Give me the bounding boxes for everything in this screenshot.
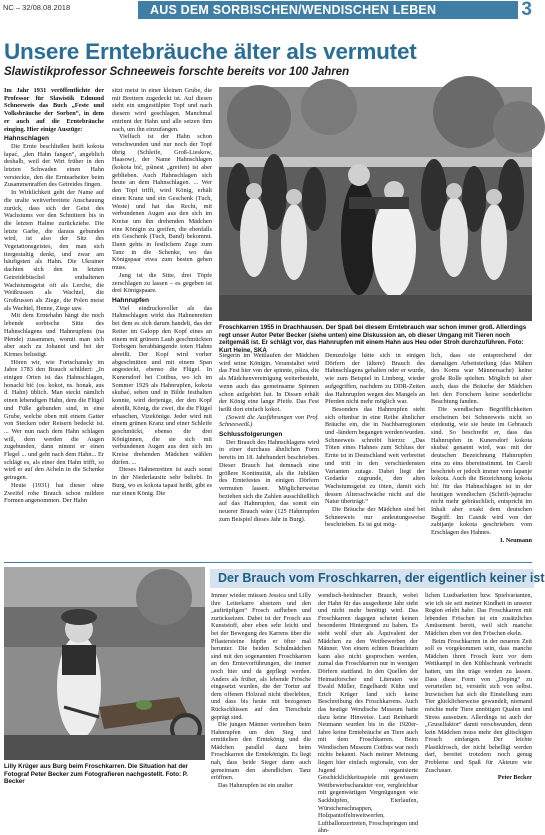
paragraph: Dieses Hahnenreiten ist auch sonst in der Niederlausitz sehr beliebt. In Burg, wo es kokota tapasi heißt, gibt es nur einen König. Die bbox=[112, 466, 212, 497]
issue-label: NC – 32/08.08.2018 bbox=[3, 3, 71, 12]
subheading-hahnschlagen: Hahnschlagen bbox=[4, 135, 50, 143]
paragraph: Mit dem Erntehahn hängt die noch lebende sorbische Sitte des Hahnschlagens und Hahnrupfens (na Płende) zusammen, womit man sich aber auch zu Johanni und bei der Kirmes belustigt. bbox=[4, 312, 104, 358]
author-byline: I. Neumann bbox=[500, 536, 532, 544]
paragraph: Demzufolge hätte sich in einigen Dörfern der (ältere) Brauch des Hahnschlagens gehalten oder er wurde, wie zum Beispiel in Limberg, wieder aufgegriffen, nachdem zu DDR-Zeiten das Hahnrupfen wegen des Mangels an Pferden nicht mehr möglich war. bbox=[325, 352, 425, 406]
section-banner: AUS DEM SORBISCHEN/WENDISCHEN LEBEN bbox=[138, 1, 518, 19]
article1-column-3 bbox=[219, 352, 319, 557]
article1-column-2 bbox=[112, 87, 212, 557]
article2-column-1 bbox=[211, 592, 311, 789]
paragraph: Die Bräuche der Mädchen sind bei Schneeweis nur andeutungsweise beschrieben. Es ist gut mög- bbox=[325, 506, 425, 529]
paragraph: Siegerin im Wettlaufen der Mädchen wird seine Königin. Veranstaltet wird das Fest hier von der spinnte, pśiza, die als Mädchenvereinigung weiterbesteht, wenn auch das gemeinsame Spinnen schon aufgehört hat. In Dissen erhält der König eine lange Pfeife. Das Fest heißt dort einfach kokot. bbox=[219, 352, 319, 413]
article2-headline: Der Brauch vom Froschkarren, der eigentlich keiner ist bbox=[218, 571, 545, 585]
article1-column-4 bbox=[325, 352, 425, 557]
paragraph: Immer wieder müssen Jessica und Lilly ihre Leiterkarre absetzen und den „auftrüpfigen“ Frosch aufheben und zurücksetzen. Dabei ist der Frosch aus Kunststoff, aber eben sehr leicht und bei der Bewegung des Karrens über die Pflastersteine hüpfte er öfter mal herunter. Die beiden Schulmädchen sind mit den sogenannten Froschkarren an den Erntevorführungen, die immer noch hier und da gepflegt werden. Anders als früher, als lebende Frösche eingesetzt wurden, die der Tortur auf dem offenen Holzrad nicht überlebten, und dass bis heute mit bezogenen Rückschlüssen auf den Tierschutz geprägt sind. bbox=[211, 592, 311, 721]
article2-column-2 bbox=[318, 592, 418, 835]
paragraph: Beim Froschkarren in der neueren Zeit soll es vorgekommen sein, dass manche Mädchen ihren Frosch kurz vor dem Wettkampf in den Kühlschrank verbracht hatten, um ihn träge werden zu lassen. Dass diese Form von „Doping“ zu verurteilen ist, versteht sich von selbst. Inzwischen hat sich die Einstellung zum Tier glücklicherweise gewandelt, niemand möchte mehr Tiere unnötigen Qualen und Stress aussetzen. Allerdings ist auch der „Gruselfaktor“ damit verschwunden, denn kein Mädchen muss mehr den glitschigen Frosch einfangen. Der leichte Plastikfrosch, der nicht behelligt werden darf, bereitet trotzdem noch genug Probleme und Spaß für Akteure wie Zuschauer. bbox=[425, 637, 532, 774]
paragraph: Viel eindrucksvoller als das Hahnschlagen wirkt das Hahnenreiten bei dem es sich darum handelt, das der Reiter im Galopp den Kopf eines an einem mit grünem Laub geschmückten Torbogen herabhängende toten Hahns abreißt. Der Kopf wird vorher abgeschnitten und mit einem Span angesteckt, ebenso die Flügel. In Kunersdorf bei Cottbus, wo ich im Sommer 1929 als Hahnrupfen, kokota skubać, sehen und in Bilde festhalten konnte, wird derjenige, der den Kopf abreißt, König, die zwei, die die Flügel erhaschen, Vizekönige. Jeder wird mit einem grünen Kranz und einer Schleife geschmückt, ebenso die drei Königinnen, die sie sich mit verbundenen Augen aus den sich im Kreise drehenden Mädchen wählen dürfen. ... bbox=[112, 304, 212, 466]
photo-illustration bbox=[219, 87, 532, 321]
paragraph: wendisch-heidnischer Brauch, wobei der Hahn für das ausgediente Jahr steht und nicht mehr benötigt wird. Das Froschkarren dagegen scheint keinen besonderen Hintergrund zu haben. Es steht wohl eher als Äquivalent der Mädchen zu den Wettbewerben der Männer. Von einem echten Brauchtum kann also nicht gesprochen werden, zumal das Froschkarren nur in wenigen Dörfern stattfand. In den Quellen der Heimatforscher und Literaten wie Ewald Müller, Engelhardt Kühn und Erich Krüger fand sich keine Beschreibung des Froschkarrens. Auch das heutige Wendische Museum hatte dazu keine Hinweise. Laut Reinhardt Neumann wurden bis in die 1920er-Jahre keine Erntebräuche an Tiere auch mit dem Froschkarren. Beim Wendischen Museum Cottbus war noch nichts bekannt. Nach meiner Meinung liegen hier einfach regionale, von der Jugend organisierte Geschicklichkeitsspiele mit gewissem Wettbewerbscharakter vor, vergleichbar mit gegenwärtigen Vergnügungen wie Sackhüpfen, Eierlaufen, Würstchenschnappen, Holzpantoffelnweitwerfen, Luftballonzertreten, Froschspringen und ähn- bbox=[318, 592, 418, 835]
subheading-schlussfolgerungen: Schlussfolgerungen bbox=[219, 431, 283, 439]
paragraph: In Wirklichkeit geht der Name auf die uralte weitverbreitete Anschauung zurück, dass sich der Geist des Wachstums vor den Schnittern bis in die letzten Halme zurückziehe. Die letzte Garbe, die daraus gebunden wird, ist also der Sitz des Vegetationsgeistes, den man sich tiergestaltig denkt, und zwar am häufigsten als Hahn. Die Ukrainer dachten sich den in letzten Getreidebüschel enthaltenen Wachstumsgeist oft als Lerche, die Weißrussen als Wachtel, die Großrussen als Ziege, die Polen meist als Wachtel, Henne, Ziege usw. bbox=[4, 189, 104, 312]
paragraph: Das Hahnrupfen ist ein uralter bbox=[218, 781, 293, 789]
photo-caption-2: Lilly Krüger aus Burg beim Froschkarren. Die Situation hat der Fotograf Peter Becker zum Fotografieren nachgestellt. Foto: P. Becker bbox=[4, 763, 188, 786]
paragraph: lich, dass sie entsprechend der damaligen Arbeitsteilung (das Mähen des Korns war Männersache) keine große Rolle spielten. Möglich ist aber auch, dass die Bräuche der Mädchen bei den Forschern keine sonderliche Beachtung fanden. bbox=[431, 352, 532, 406]
article-subheadline: Slawistikprofessor Schneeweis forschte bereits vor 100 Jahren bbox=[4, 66, 350, 78]
author-byline-2: Peter Becker bbox=[497, 774, 532, 782]
froschkarren-photo bbox=[4, 567, 205, 760]
paragraph: Heute (1931) hat dieser ohne Zweifel rohe Brauch schon mildere Formen angenommen. Der Hahn bbox=[4, 481, 104, 505]
article1-column-1 bbox=[4, 87, 104, 557]
article-headline: Unsere Erntebräuche älter als vermutet bbox=[4, 39, 417, 64]
paragraph: Die Ernte beschließen heift kokota łapać, „den Hahn fangen“, angeblich deshalb, weil der Wirt früher in den letzten Schwaden einen Hahn versteckte, den die Erntearbeiter beim Zusammenraffen des Getreides fingen. bbox=[4, 142, 104, 189]
page-header bbox=[0, 0, 536, 20]
paragraph: Jung ist die Sitte, drei Töpfe zerschlagen zu lassen – es gegeben ist drei Königspaare. bbox=[112, 271, 212, 295]
paragraph: Hören wir, wie Fortschansky im Jahre 1783 den Brauch schildert: „In einigen Orten ist das Hahnschlagen, honacki bić (os. kokot, ns. honak, aus d. Hahn) üblich. Man steckt nämlich einen lebendigen Hahn, dem die Flügel und Füße gebunden sind, in eine Grube, welche oben mit einem Gatter von Stecken oder Reisern bedeckt ist. ... Wer nun nach dem Hahn schlagen will, dem werden die Augen zugebunden, dann nimmt er einen Flegel ... und geht nach dem Hahn... Er schlägt es, als einer den Hahn trifft, so wird er auf den Acheln in die Schenke getragen. bbox=[4, 358, 104, 482]
photo-illustration bbox=[4, 567, 205, 760]
paragraph: Vielfach ist der Hahn schon verschwunden und nur noch der Topf übrig (Schleife, Groß-Lieskow, Haasow), der Name Hahnschlagen (kokota bić, pśinest „greifen) ist aber geblieben. Auch Hahnschlagen sich heute an dem Hahnschlagen. ... Wer den Topf trifft, wird König, erhält einen Kranz und ein Geschenk (Tuch, Weste) und hat das Recht, mit verbundenen Augen aus den sich im Kreise um ihn drehenden Mädchen eine Königin zu greifen, die ebenfalls ein Geschenk (Tuch, Band) bekommt. Dann gehts in festlichem Zuge zum Tanz in die Schenke, wo das Königspaar etwa zum besten geben muss. bbox=[112, 133, 212, 272]
harvest-festival-photo bbox=[219, 87, 532, 321]
paragraph: lichen Lustbarkeiten bzw. Spielvarianten, wie ich sie seit meiner Kindheit in unserer Region erlebt habe. Das Froschkarren mit lebenden Fröschen ist ein zusätzliches Amüsement bereit, weil sich manche Mädchen eben vor den Fröschen ekeln. bbox=[425, 592, 532, 637]
subheading-hahnrupfen: Hahnrupfen bbox=[112, 296, 149, 304]
paragraph: Die jungen Männer vertreiben beim Hahnrupfen um den Sieg und ermittelten den Erntekönig und die Mädchen parallel dazu beim Froschkarren die Erntekönigin. Es liegt nah, dass beide Sieger dann auch gemeinsam den abendlichen Tanz eröffnen. bbox=[211, 721, 311, 782]
article2-column-3 bbox=[425, 592, 532, 780]
paragraph: Besonders das Hahnrupfen steht sich oftenbar in eine Reihe ähnlicher Bräuche ein, die in Nachbarregionen und -ländern begangen werden/wurden. Schneeweis schreibt hierzu: „Das Töten eines Hahnes zum Schluss der Ernte ist in Deutschland weit verbreitet und tritt in den verschiedensten Varianten zutage. Dabei liegt der Gedanke zugrunde, den alten Wachstumsgeist zu töten, damit sich dessen Altersschwäche nicht auf die Natur überträgt.“ bbox=[325, 405, 426, 506]
photo-caption: Froschkarren 1955 in Drachhausen. Der Spaß bei diesem Erntebrauch war schon immer groß. Allerdings regt unser Autor Peter Becker (siehe unten) eine Diskussion an, ob dieser Umgang mit Tieren noch zeitgemäß ist. Er schlägt vor, das Hahnrupfen mit einem Hahn aus Heu oder Stroh durchzuführen. Foto: Kurt Heine, SKA bbox=[219, 324, 527, 354]
article-divider bbox=[4, 562, 532, 563]
paragraph: sitzt meist in einer kleinen Grube, die mit Brettern zugedeckt ist. Auf diesen steht ein umgestülpter Topf und nach diesem wird geschlagen. Manchmal entrinnt der Hahn und alle setzen ihm nach, um ihn einzufangen. bbox=[112, 87, 212, 133]
article-lead: Im Jahr 1931 veröffentlichte der Professor für Slawistik Edmund Schneeweis das Buch „Feste und Volksbräuche der Sorben“, in dem er auch auf die Erntebräuche einging. Hier einige Auszüge: bbox=[4, 87, 104, 133]
article1-column-5 bbox=[431, 352, 532, 557]
paragraph: Der Brauch des Hahnschlagens wird in einer durchaus ähnlichen Form bereits im 18. Jahrhundert beschrieben. Dieser Brauch hat demnach eine größere Kontinuität, als die Jubiläen des Erntefestes in einigen Dörfern vermuten lassen. Möglicherweise beziehen sich die Zahlen ausschließlich auf das Hahnrupfen, das somit ein neuerer Brauch wäre (125 Hahnrupfen zum Beispiel dieses Jahr in Burg). bbox=[219, 438, 319, 523]
paragraph: (Soweit die Ausführungen von Prof. Schneeweiß.) bbox=[219, 413, 319, 429]
page-number: 3 bbox=[521, 0, 532, 20]
paragraph: Die wendischen Begrifflichkeiten erscheinen bei Schneeweis nicht so eindeutig, wie sie heute im Gebrauch sind. So beschreibt er, dass das Hahnrupfen in Kunersdorf kokota skubać genannt wird, was mit der deutschen Bezeichnung Hahnrupfen eins zu eins übereinstimmt. Im Caroli beschrieb er jedoch immer vom łapanje kokota. Auch die Bezeichnung kokota bić für das Hahnschlagen ist in der heutigen wendischen (Schrift-)sprache nicht mehr gebräuchlich, entspricht im Inhalt aber exakt dem deutschen Begriff. Im Casnik wird von der zabijanje kokota geschrieben: vom Erschlagen des Hahnes. bbox=[431, 405, 532, 537]
